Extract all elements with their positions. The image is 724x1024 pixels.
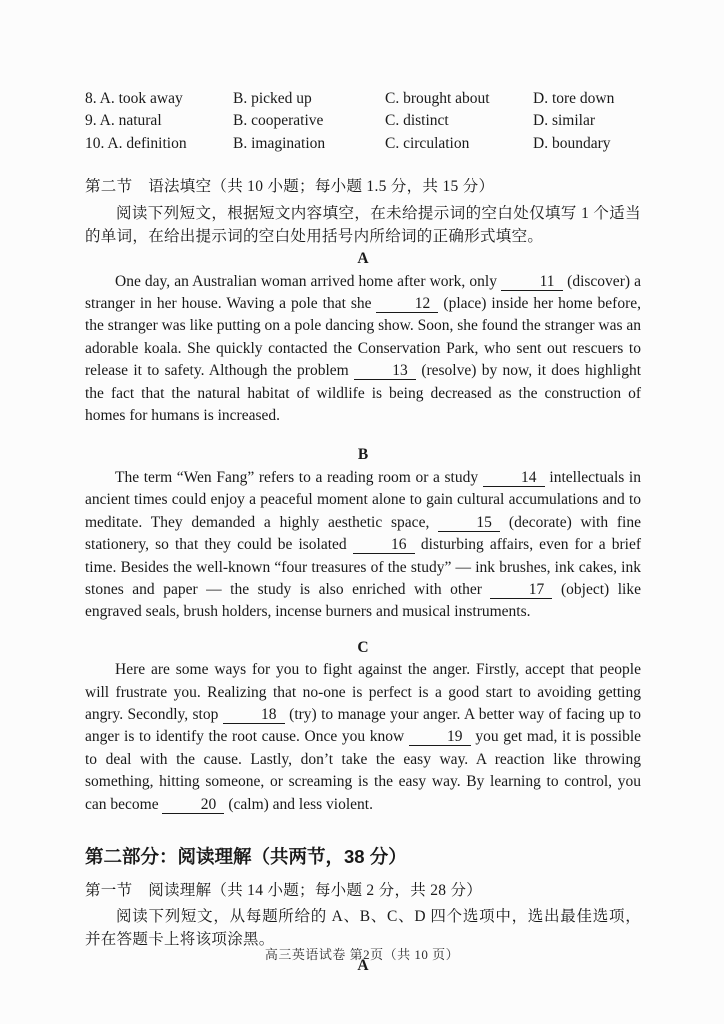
option-8-c: C. brought about bbox=[385, 90, 490, 107]
blank-20: 20 bbox=[162, 796, 224, 814]
blank-13: 13 bbox=[354, 362, 416, 380]
option-row-9 bbox=[85, 110, 641, 132]
grammar-section-instructions: 阅读下列短文，根据短文内容填空，在未给提示词的空白处仅填写 1 个适当的单词，在给出提示词的空白处用括号内所给词的正确形式填空。 bbox=[85, 205, 641, 246]
passage-c-text: Here are some ways for you to fight against the anger. Firstly, accept that people will frustrate you. Realizing that no-one is perfect is a good start to avoiding getting angry. Secondly, stop 18 (try) to manage your anger. A better way of facing up to anger is to identify the root cause. Once you know 19 you get mad, it is possible to deal with the cause. Lastly, don’t take the easy way. A reaction like throwing something, hitting someone, or screaming is the easy way. By learning to control, you can become 20 (calm) and less violent. bbox=[85, 661, 641, 813]
page-footer: 高三英语试卷 第2页（共 10 页） bbox=[264, 947, 460, 962]
option-9-c: C. distinct bbox=[385, 112, 449, 130]
passage-b-label: B bbox=[357, 446, 369, 464]
option-8-b: B. picked up bbox=[233, 90, 312, 107]
cloze-options-block bbox=[85, 88, 641, 155]
page-content bbox=[85, 88, 641, 977]
passage-a-text: One day, an Australian woman arrived home after work, only 11 (discover) a stranger in her house. Waving a pole that she 12 (place) inside her home before, the stranger was like putting on a pole dancing show. Soon, she found the stranger was an adorable koala. She quickly contacted the Conservation Park, who sent out rescuers to release it to safety. Although the problem 13 (resolve) by now, it does highlight the fact that the natural habitat of wildlife is being decreased as the construction of homes for humans is increased. bbox=[85, 272, 642, 425]
reading-part-heading: 第二部分：阅读理解（共两节，38 分） bbox=[85, 845, 407, 867]
blank-18: 18 bbox=[223, 706, 285, 724]
option-10-d: D. boundary bbox=[533, 134, 611, 152]
reading-section-heading: 第一节 阅读理解（共 14 小题；每小题 2 分，共 28 分） bbox=[85, 881, 483, 899]
blank-14: 14 bbox=[483, 469, 545, 487]
grammar-section-heading: 第二节 语法填空（共 10 小题；每小题 1.5 分，共 15 分） bbox=[85, 178, 495, 196]
blank-12: 12 bbox=[376, 295, 438, 313]
blank-15: 15 bbox=[438, 514, 500, 532]
reading-section-instructions: 阅读下列短文，从每题所给的 A、B、C、D 四个选项中，选出最佳选项，并在答题卡上将该项涂黑。 bbox=[85, 907, 641, 948]
blank-17: 17 bbox=[490, 581, 552, 599]
blank-19: 19 bbox=[409, 728, 471, 746]
option-9-b: B. cooperative bbox=[233, 112, 324, 130]
option-row-10 bbox=[85, 133, 641, 155]
option-8-a: 8. A. took away bbox=[85, 90, 183, 107]
option-10-a: 10. A. definition bbox=[85, 134, 187, 152]
option-9-d: D. similar bbox=[533, 112, 595, 130]
passage-a-label: A bbox=[357, 250, 369, 268]
option-10-c: C. circulation bbox=[385, 134, 470, 152]
option-9-a: 9. A. natural bbox=[85, 112, 162, 130]
blank-16: 16 bbox=[353, 536, 415, 554]
passage-b-text: The term “Wen Fang” refers to a reading room or a study 14 intellectuals in ancient times could enjoy a peaceful moment alone to gain cultural accumulations and to meditate. They demanded a highly aesthetic space, 15 (decorate) with fine stationery, so that they could be isolated 16 disturbing affairs, even for a brief time. Besides the well-known “four treasures of the study” — ink brushes, ink cakes, ink stones and paper — the study is also enriched with other 17 (object) like engraved seals, brush holders, incense burners and musical instruments. bbox=[85, 468, 642, 621]
option-row-8 bbox=[85, 88, 641, 110]
passage-c-label: C bbox=[357, 638, 369, 656]
option-8-d: D. tore down bbox=[533, 90, 615, 107]
reading-passage-a-label: A bbox=[357, 956, 369, 974]
blank-11: 11 bbox=[501, 273, 563, 291]
option-10-b: B. imagination bbox=[233, 134, 326, 152]
